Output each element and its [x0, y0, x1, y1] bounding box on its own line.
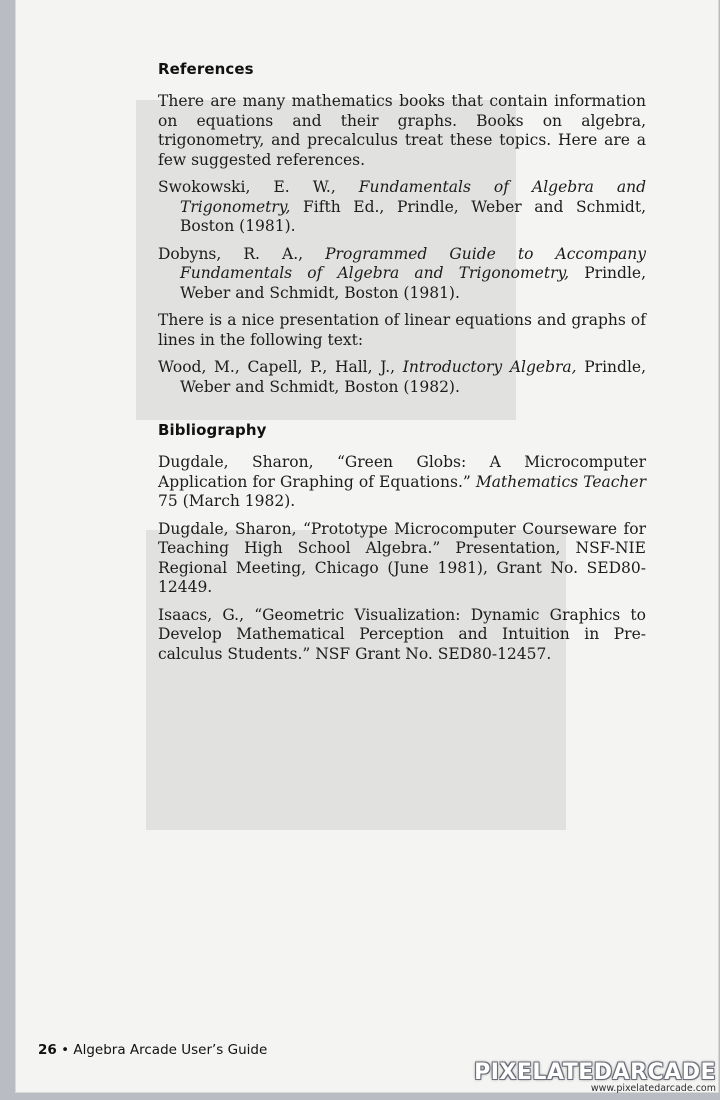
page-number: 26	[38, 1042, 57, 1058]
bibliography-journal: Mathematics Teacher	[475, 472, 647, 491]
reference-author: Swokowski, E. W.,	[158, 178, 359, 196]
references-heading: References	[158, 60, 254, 78]
reference-author: Dobyns, R. A.,	[158, 244, 326, 263]
reference-title: Introductory Algebra,	[402, 358, 577, 376]
bibliography-entry-prototype: Dugdale, Sharon, “Prototype Microcomputer Courseware for Teaching High School Algebra.” Presentation, NSF-NIE Regional Meeting, Chicago (June 1981), Grant No. SED80-12449.	[158, 519, 646, 596]
watermark-logo: PIXELATEDARCADE	[474, 1060, 716, 1085]
references-intro: There are many mathematics books that contain information on equations and their graphs. Books on algebra, trigonometry, and precalculus treat these topics. Here are a few suggested references.	[158, 92, 646, 169]
references-note: There is a nice presentation of linear equations and graphs of lines in the following text:	[158, 311, 646, 349]
bibliography-heading: Bibliography	[158, 421, 267, 439]
bibliography-citation: Dugdale, Sharon, “Green Globs: A Microcomputer Application for Graphing of Equations.”	[158, 453, 646, 491]
guide-title: Algebra Arcade User’s Guide	[73, 1042, 268, 1058]
reference-author: Wood, M., Capell, P., Hall, J.,	[158, 358, 403, 376]
reference-wood	[158, 358, 646, 397]
bibliography-entry-green-globs	[158, 453, 646, 512]
reference-publisher: Fifth Ed., Prindle, Weber and Schmidt, Boston (1981).	[180, 197, 646, 235]
page-content	[158, 60, 646, 672]
watermark-url: www.pixelatedarcade.com	[590, 1083, 716, 1094]
footer-separator: •	[56, 1042, 74, 1058]
bibliography-volume: 75 (March 1982).	[158, 492, 296, 510]
bibliography-entry-isaacs: Isaacs, G., “Geometric Visualization: Dynamic Graphics to Develop Mathematical Perception and Intuition in Pre-calculus Students.” NSF Grant No. SED80-12457.	[158, 605, 646, 663]
reference-title: Fundamentals of Algebra and Trigonometry,	[180, 178, 646, 216]
reference-publisher: Prindle, Weber and Schmidt, Boston (1982).	[180, 358, 647, 396]
reference-dobyns	[158, 245, 646, 304]
reference-publisher: Prindle, Weber and Schmidt, Boston (1981).	[180, 264, 647, 302]
reference-title: Programmed Guide to Accompany Fundamentals of Algebra and Trigonometry,	[180, 244, 646, 282]
reference-swokowski	[158, 178, 646, 237]
page-footer	[38, 1042, 267, 1058]
watermark	[474, 1060, 716, 1094]
